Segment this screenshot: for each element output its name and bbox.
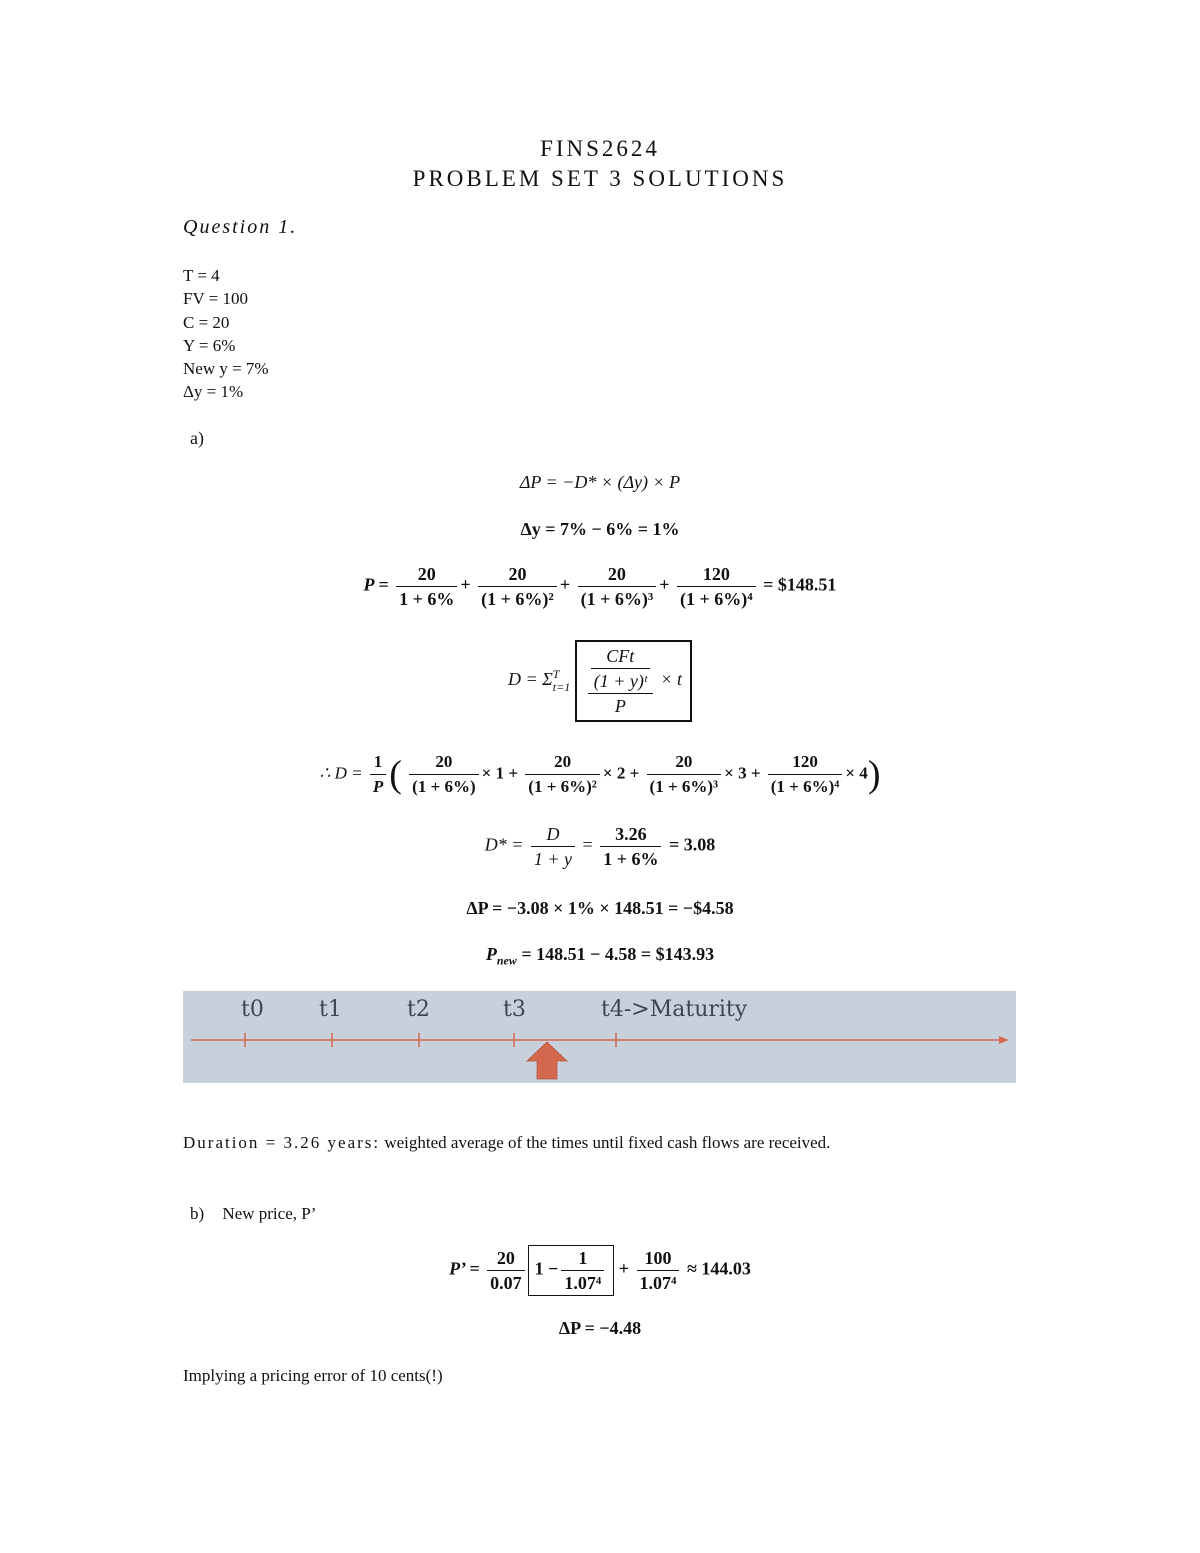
part-b-heading: [190, 1204, 316, 1224]
timeline-label-t0: t0: [241, 997, 264, 1022]
eq6-result: = 3.08: [668, 834, 716, 855]
equation-price: P = $\frac{20}{1 + 6\%}$ + $\frac{20}{\text{(1 + 6\%)²}}$ + $\frac{20}{\text{(1 + 6\%)³}}$ + $\frac{120}{\text{(1 + 6\%)⁴}}$ = $148.51: [363, 564, 837, 609]
equation-yield-change: [0, 519, 1200, 540]
cashflow-timeline: [183, 991, 1016, 1083]
fraction-term-1: $\frac{20}{1 + 6\%}$: [396, 562, 457, 611]
given-item: C = 20: [183, 312, 230, 332]
equation-new-price: [0, 944, 1200, 969]
given-item: Δy = 1%: [183, 382, 244, 402]
duration-bracket: [575, 640, 692, 722]
conclusion-text: Implying a pricing error of 10 cents(!): [183, 1366, 443, 1385]
eq7-text: ΔP = −3.08 × 1% × 148.51 = −$4.58: [466, 898, 734, 918]
fraction-coupon-over-rate: $\frac{20}{0.07}$: [487, 1246, 525, 1295]
equation-duration-definition: [0, 640, 1200, 722]
equation-new-price-annuity: P’ = $\frac{20}{0.07}$ 1 − $\frac{1}{\text{1.07⁴}}$ + $\frac{100}{\text{1.07⁴}}$ ≈ 144.03: [0, 1245, 1200, 1296]
eq4-lhs: D = Σ: [507, 669, 553, 690]
equation-modified-duration: D* = $\frac{D}{1 + y}$ = $\frac{3.26}{1 + 6\%}$ = 3.08: [484, 824, 716, 869]
part-b-text: New price, P’: [222, 1204, 317, 1223]
timeline-label-t4: t4->Maturity: [601, 997, 748, 1022]
annuity-bracket: 1 − $\frac{1}{\text{1.07⁴}}$: [528, 1245, 615, 1296]
eq9-lhs: P’ =: [449, 1258, 480, 1279]
part-a-label: a): [190, 428, 204, 448]
duration-up-arrow-icon: [527, 1042, 567, 1079]
fraction-face-value: $\frac{100}{\text{1.07⁴}}$: [637, 1246, 680, 1295]
eq4-times: × t: [660, 669, 683, 690]
duration-explanation: [183, 1133, 830, 1153]
eq3-result: = $148.51: [763, 574, 837, 595]
equation-price-change: [0, 472, 1200, 493]
given-item: New y = 7%: [183, 359, 269, 379]
eq6-lhs: D* =: [484, 834, 524, 855]
timeline-arrowhead-icon: [999, 1036, 1009, 1044]
equation-actual-price-change: [0, 1318, 1200, 1339]
fraction-term-4: $\frac{120}{\text{(1 + 6\%)⁴}}$: [768, 750, 843, 799]
duration-outer-fraction: $\frac{\frac{\text{CFt}}{\text{(1 + y)ᵗ}}}{P}$: [588, 644, 653, 718]
timeline-label-t1: t1: [319, 997, 342, 1022]
timeline-label-t3: t3: [503, 997, 526, 1022]
eq3-lhs: P =: [363, 574, 389, 595]
eq8-sub: new: [496, 953, 517, 968]
given-item: FV = 100: [183, 289, 249, 309]
fraction-term-3: $\frac{20}{\text{(1 + 6\%)³}}$: [578, 562, 657, 611]
part-b-label: b): [190, 1204, 205, 1223]
duration-description: weighted average of the times until fixed cash flows are received.: [384, 1133, 831, 1152]
page-subtitle: PROBLEM SET 3 SOLUTIONS: [412, 166, 788, 191]
question-label: Question 1.: [183, 216, 298, 238]
eq4-sup: T: [552, 667, 560, 681]
eq1-text: ΔP = −D* × (Δy) × P: [519, 472, 681, 492]
givens-list: [183, 264, 269, 404]
fraction-d-over-1py: $\frac{D}{1 + y}$: [531, 822, 575, 871]
equation-price-change-result: [0, 898, 1200, 919]
eq2-text: Δy = 7% − 6% = 1%: [520, 519, 680, 539]
equation-duration-expanded: ∴ D = $\frac{1}{P}$ ( $\frac{20}{(1 + 6\%)}$ × 1 + $\frac{20}{\text{(1 + 6\%)²}}$ × 2 + $\frac{20}{\text{(1 + 6\%)³}}$ × 3 + $\frac{120}{\text{(1 + 6\%)⁴}}$ × 4): [0, 750, 1200, 799]
fraction-term-4: $\frac{120}{\text{(1 + 6\%)⁴}}$: [677, 562, 756, 611]
eq8-rhs: = 148.51 − 4.58 = $143.93: [521, 944, 715, 964]
timeline-label-t2: t2: [407, 997, 430, 1022]
page-title: FINS2624: [540, 136, 660, 161]
fraction-term-2: $\frac{20}{\text{(1 + 6\%)²}}$: [478, 562, 557, 611]
eq5-lhs: ∴ D =: [319, 763, 363, 783]
fraction-term-1: $\frac{20}{(1 + 6\%)}$: [409, 750, 479, 799]
fraction-term-3: $\frac{20}{\text{(1 + 6\%)³}}$: [647, 750, 722, 799]
eq8-lhs: P: [485, 944, 497, 964]
given-item: T = 4: [183, 266, 220, 285]
eq4-sub: t=1: [552, 680, 571, 694]
duration-inner-fraction: $\frac{\text{CFt}}{\text{(1 + y)ᵗ}}$: [591, 644, 650, 693]
given-item: Y = 6%: [183, 335, 236, 355]
timeline-axis: [183, 991, 1016, 1083]
eq9-result: ≈ 144.03: [686, 1258, 751, 1279]
fraction-numeric: $\frac{3.26}{1 + 6\%}$: [600, 822, 661, 871]
fraction-term-2: $\frac{20}{\text{(1 + 6\%)²}}$: [525, 750, 600, 799]
fraction-one-over-p: $\frac{1}{P}$: [370, 750, 386, 799]
eq10-text: ΔP = −4.48: [558, 1318, 642, 1338]
duration-value: Duration = 3.26 years:: [183, 1133, 381, 1152]
